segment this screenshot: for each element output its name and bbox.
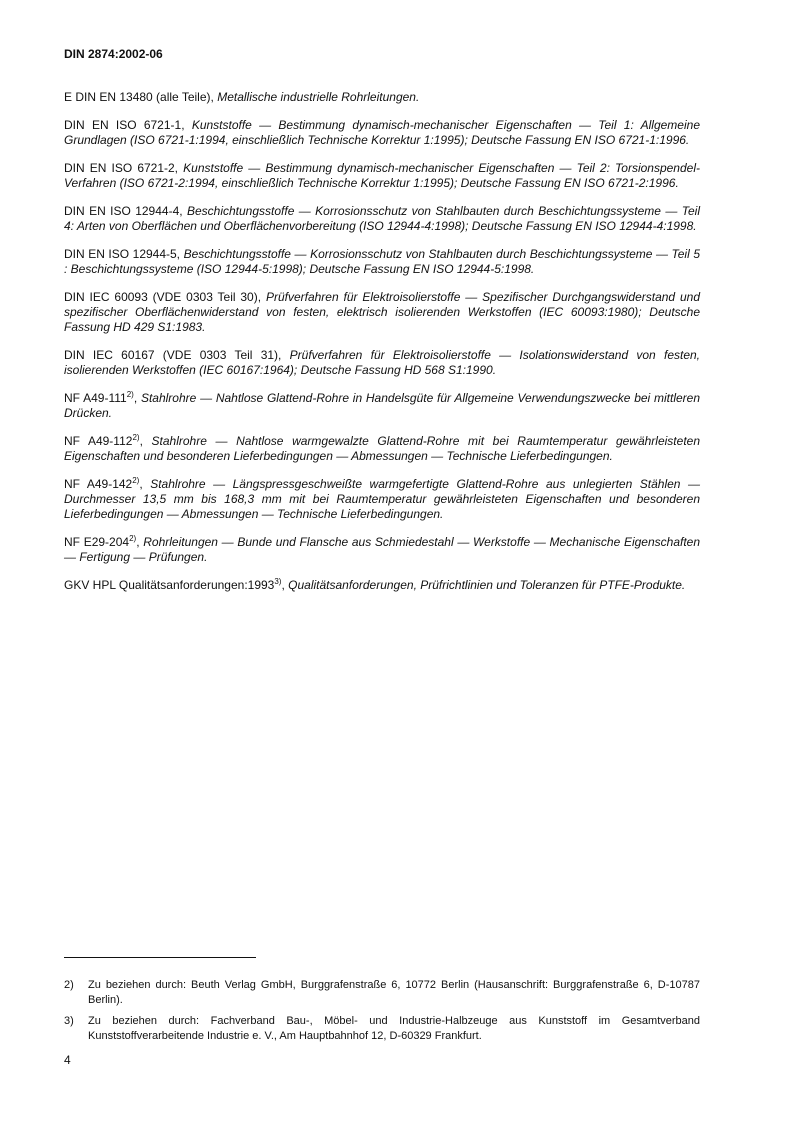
reference-item: NF A49-112$^{2)}$, Stahlrohre — Nahtlose warmgewalzte Glattend-Rohre mit bei Raumtemperatur gewährleisteten Eigenschaften und besonderen Lieferbedingungen — Abmessungen — Technische Lieferbedingungen. [64,433,700,463]
reference-item: NF A49-142$^{2)}$, Stahlrohre — Längspressgeschweißte warmgefertigte Glattend-Rohre aus unlegierten Stählen — Durchmesser 13,5 mm bis 168,3 mm mit bei Raumtemperatur gewährleisteten Eigenschaften und besonderen Lieferbedingungen — Abmessungen — Technische Lieferbedingungen. [64,476,700,521]
reference-item: NF A49-111$^{2)}$, Stahlrohre — Nahtlose Glattend-Rohre in Handelsgüte für Allgemeine Verwendungszwecke bei mittleren Drücken. [64,390,700,420]
footnote-text: Zu beziehen durch: Fachverband Bau-, Möbel- und Industrie-Halbzeuge aus Kunststoff im Gesamtverband Kunststoffverarbeitende Industrie e. V., Am Hauptbahnhof 12, D-60329 Frankfurt. [88,1015,700,1042]
reference-code: NF A49-111 [64,391,127,405]
reference-title: Kunststoffe — Bestimmung dynamisch-mechanischer Eigenschaften — Teil 1: Allgemeine Grundlagen (ISO 6721-1:1994, einschließlich Technische Korrektur 1:1995); Deutsche Fassung EN ISO 6721-1:1996. [64,118,700,147]
footnote-divider [64,957,256,958]
reference-item [64,290,700,335]
reference-item [64,204,700,234]
reference-code: DIN EN ISO 12944-4, [64,204,183,218]
reference-item [64,348,700,378]
reference-title: Prüfverfahren für Elektroisolierstoffe — Isolationswiderstand von festen, isolierenden Werkstoffen (IEC 60167:1964); Deutsche Fassung HD 568 S1:1990. [64,348,701,377]
reference-title: Kunststoffe — Bestimmung dynamisch-mechanischer Eigenschaften — Teil 2: Torsionspendel-Verfahren (ISO 6721-2:1994, einschließlich Technische Korrektur 1:1995); Deutsche Fassung EN ISO 6721-2:1996. [64,161,700,190]
footnote-marker: 3) [274,577,282,586]
reference-code: NF A49-112 [64,434,133,448]
page-number: 4 [64,1053,71,1067]
reference-title: Qualitätsanforderungen, Prüfrichtlinien und Toleranzen für PTFE-Produkte. [288,578,686,592]
reference-title: Rohrleitungen — Bunde und Flansche aus Schmiedestahl — Werkstoffe — Mechanische Eigenschaften — Fertigung — Prüfungen. [64,535,701,564]
reference-code: E DIN EN 13480 (alle Teile), [64,90,214,104]
reference-code: DIN IEC 60167 (VDE 0303 Teil 31), [64,348,282,362]
footnote-marker: 2) [126,390,134,399]
reference-item [64,161,700,191]
footnote-marker: 2) [129,534,137,543]
reference-title: Stahlrohre — Nahtlose warmgewalzte Glattend-Rohre mit bei Raumtemperatur gewährleisteten Eigenschaften und besonderen Lieferbedingungen — Abmessungen — Technische Lieferbedingungen. [64,434,700,463]
reference-code: DIN EN ISO 12944-5, [64,247,181,261]
footnote-number: 2) [64,979,74,991]
reference-code: NF A49-142 [64,477,133,491]
footnote-list [64,978,700,1050]
reference-code: DIN EN ISO 6721-1, [64,118,185,132]
reference-code: GKV HPL Qualitätsanforderungen:1993 [64,578,275,592]
document-header: DIN 2874:2002-06 [64,47,163,61]
reference-title: Prüfverfahren für Elektroisolierstoffe — Spezifischer Durchgangswiderstand und spezifischer Oberflächenwiderstand von festen, elektrisch isolierenden Werkstoffen (IEC 60093:1980); Deutsche Fassung HD 429 S1:1983. [64,290,700,334]
reference-code: DIN IEC 60093 (VDE 0303 Teil 30), [64,290,262,304]
reference-item: GKV HPL Qualitätsanforderungen:1993$^{3)}$, Qualitätsanforderungen, Prüfrichtlinien und Toleranzen für PTFE-Produkte. [64,577,686,592]
footnote-marker: 2) [132,433,140,442]
reference-title: Metallische industrielle Rohrleitungen. [217,90,420,104]
footnote-item [64,978,700,1008]
reference-item [64,90,700,105]
footnote-item [64,1014,700,1044]
reference-item [64,118,700,148]
footnote-number: 3) [64,1015,74,1027]
footnote-marker: 2) [132,476,140,485]
reference-title: Beschichtungsstoffe — Korrosionsschutz von Stahlbauten durch Beschichtungssysteme — Teil 4: Arten von Oberflächen und Oberflächenvorbereitung (ISO 12944-4:1998); Deutsche Fassung EN ISO 12944-4:1998. [64,204,700,233]
reference-item [64,247,700,277]
reference-code: DIN EN ISO 6721-2, [64,161,179,175]
reference-title: Beschichtungsstoffe — Korrosionsschutz von Stahlbauten durch Beschichtungssysteme — Teil 5 : Beschichtungssysteme (ISO 12944-5:1998); Deutsche Fassung EN ISO 12944-5:1998. [64,247,700,276]
reference-item: NF E29-204$^{2)}$, Rohrleitungen — Bunde und Flansche aus Schmiedestahl — Werkstoffe — Mechanische Eigenschaften — Fertigung — Prüfungen. [64,534,701,564]
reference-title: Stahlrohre — Nahtlose Glattend-Rohre in Handelsgüte für Allgemeine Verwendungszwecke bei mittleren Drücken. [64,391,700,420]
reference-code: NF E29-204 [64,535,130,549]
reference-title: Stahlrohre — Längspressgeschweißte warmgefertigte Glattend-Rohre aus unlegierten Stählen — Durchmesser 13,5 mm bis 168,3 mm mit bei Raumtemperatur gewährleisteten Eigenschaften und besonderen Lieferbedingungen — Abmessungen — Technische Lieferbedingungen. [64,477,700,521]
reference-list [64,90,700,606]
footnote-text: Zu beziehen durch: Beuth Verlag GmbH, Burggrafenstraße 6, 10772 Berlin (Hausanschrift: Burggrafenstraße 6, D-10787 Berlin). [88,979,700,1006]
